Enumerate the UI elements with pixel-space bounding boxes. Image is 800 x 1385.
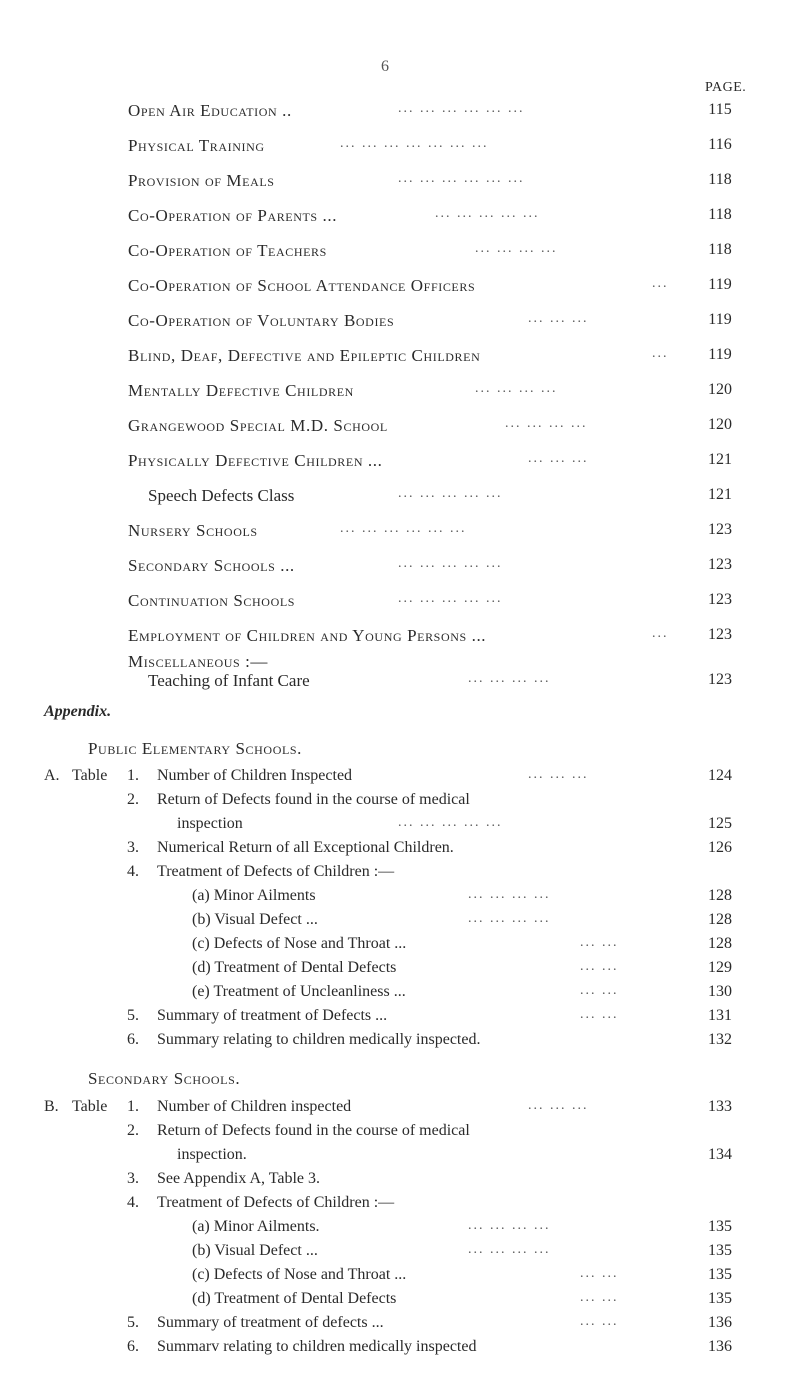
toc-entry-page: 123 [708, 626, 732, 643]
toc-entry-page: 121 [708, 486, 732, 503]
toc-entry-page: 119 [708, 276, 732, 293]
row-number: 2. [127, 1122, 139, 1139]
toc-entry-page: 118 [708, 206, 732, 223]
section-a-letter: A. [44, 767, 60, 784]
toc-entry-label: Co-Operation of School Attendance Officers [128, 276, 476, 295]
row-page: 136 [708, 1338, 732, 1355]
row-label: (a) Minor Ailments [192, 887, 316, 904]
toc-entry [0, 171, 800, 201]
toc-entry-page: 123 [708, 556, 732, 573]
leader-dots: ... [652, 626, 669, 641]
row-label: (c) Defects of Nose and Throat ... [192, 1266, 407, 1283]
row-label: (d) Treatment of Dental Defects [192, 959, 397, 976]
leader-dots: ... ... [580, 1266, 619, 1281]
toc-entry-label: Employment of Children and Young Persons ... [128, 626, 487, 645]
row-label: Treatment of Defects of Children :— [157, 863, 395, 880]
leader-dots: ... ... ... ... [505, 416, 588, 431]
page-number: 6 [381, 58, 389, 75]
toc-entry [0, 276, 800, 306]
leader-dots: ... ... [580, 1314, 619, 1329]
row-label: Return of Defects found in the course of medical [157, 791, 470, 808]
row-page: 135 [708, 1290, 732, 1307]
toc-entry [0, 521, 800, 551]
toc-entry-label: Physical Training [128, 136, 265, 155]
leader-dots: ... [652, 346, 669, 361]
row-label: Number of Children Inspected [157, 767, 353, 784]
toc-entry [0, 241, 800, 271]
leader-dots: ... ... ... ... [468, 887, 551, 902]
row-page: 136 [708, 1314, 732, 1331]
toc-entry-page: 115 [708, 101, 732, 118]
leader-dots: ... ... ... ... [468, 1242, 551, 1257]
toc-entry [0, 556, 800, 586]
row-label: inspection. [177, 1146, 247, 1163]
toc-entry [0, 591, 800, 621]
toc-entry-page: 119 [708, 311, 732, 328]
row-page: 129 [708, 959, 732, 976]
leader-dots: ... ... ... ... ... [398, 486, 503, 501]
section-a-heading: Public Elementary Schools. [88, 739, 303, 758]
row-label: Summary relating to children medically inspected. [157, 1031, 481, 1048]
toc-entry [0, 346, 800, 376]
appendix-title: Appendix. [44, 703, 112, 720]
leader-dots: ... ... ... ... ... ... [398, 101, 525, 116]
toc-entry [0, 311, 800, 341]
leader-dots: ... ... [580, 959, 619, 974]
row-number: 4. [127, 1194, 139, 1211]
toc-entry-label: Speech Defects Class [148, 486, 295, 505]
section-b-table-word: Table [72, 1098, 108, 1115]
toc-entry-page: 123 [708, 521, 732, 538]
leader-dots: ... ... ... [528, 311, 589, 326]
row-label: See Appendix A, Table 3. [157, 1170, 321, 1187]
toc-entry-label: Grangewood Special M.D. School [128, 416, 388, 435]
row-label: Summary of treatment of Defects ... [157, 1007, 388, 1024]
row-page: 135 [708, 1218, 732, 1235]
toc-entry-label: Continuation Schools [128, 591, 296, 610]
toc-entry-page: 120 [708, 416, 732, 433]
appendix-row [0, 1338, 800, 1368]
toc-entry-label: Nursery Schools [128, 521, 258, 540]
row-page: 130 [708, 983, 732, 1000]
row-page: 128 [708, 911, 732, 928]
toc-entry [0, 381, 800, 411]
row-number: 1. [127, 767, 139, 784]
toc-entry-page: 118 [708, 171, 732, 188]
leader-dots: ... ... ... ... [468, 671, 551, 686]
leader-dots: ... ... ... ... [468, 1218, 551, 1233]
row-number: 2. [127, 791, 139, 808]
row-page: 135 [708, 1266, 732, 1283]
row-number: 5. [127, 1007, 139, 1024]
leader-dots: ... ... ... ... ... [435, 206, 540, 221]
row-label: Return of Defects found in the course of medical [157, 1122, 470, 1139]
row-page: 128 [708, 935, 732, 952]
toc-entry-page: 121 [708, 451, 732, 468]
toc-entry [0, 451, 800, 481]
row-number: 4. [127, 863, 139, 880]
row-page: 125 [708, 815, 732, 832]
leader-dots: ... ... ... ... [475, 381, 558, 396]
leader-dots: ... ... ... ... ... ... [340, 521, 467, 536]
leader-dots: ... ... ... ... ... [398, 591, 503, 606]
leader-dots: ... ... ... [528, 767, 589, 782]
row-page: 128 [708, 887, 732, 904]
toc-entry [0, 671, 800, 701]
leader-dots: ... ... ... ... ... [398, 556, 503, 571]
toc-entry-label: Co-Operation of Parents ... [128, 206, 338, 225]
toc-entry [0, 486, 800, 516]
toc-entry-page: 123 [708, 671, 732, 688]
row-number: 6. [127, 1031, 139, 1048]
toc-entry-label: Teaching of Infant Care [148, 671, 310, 690]
toc-entry-page: 119 [708, 346, 732, 363]
toc-entry-page: 120 [708, 381, 732, 398]
toc-entry-page: 123 [708, 591, 732, 608]
row-label: (d) Treatment of Dental Defects [192, 1290, 397, 1307]
row-label: Summary of treatment of defects ... [157, 1314, 384, 1331]
page-column-header: PAGE. [705, 80, 747, 95]
row-label: (e) Treatment of Uncleanliness ... [192, 983, 406, 1000]
row-number: 3. [127, 1170, 139, 1187]
toc-entry-label: Miscellaneous :— [128, 652, 269, 671]
row-page: 126 [708, 839, 732, 856]
leader-dots: ... ... [580, 1007, 619, 1022]
toc-entry-label: Co-Operation of Voluntary Bodies [128, 311, 395, 330]
row-number: 3. [127, 839, 139, 856]
appendix-row [0, 1031, 800, 1061]
leader-dots: ... ... ... ... ... ... ... [340, 136, 489, 151]
row-number: 6. [127, 1338, 139, 1355]
leader-dots: ... ... [580, 935, 619, 950]
row-page: 124 [708, 767, 732, 784]
row-page: 131 [708, 1007, 732, 1024]
row-label: (b) Visual Defect ... [192, 1242, 318, 1259]
leader-dots: ... ... ... ... [475, 241, 558, 256]
toc-entry [0, 206, 800, 236]
toc-entry-label: Blind, Deaf, Defective and Epileptic Children [128, 346, 481, 365]
leader-dots: ... ... [580, 1290, 619, 1305]
leader-dots: ... ... ... [528, 451, 589, 466]
toc-entry-page: 116 [708, 136, 732, 153]
leader-dots: ... ... ... ... ... [398, 815, 503, 830]
toc-entry [0, 136, 800, 166]
section-b-letter: B. [44, 1098, 59, 1115]
toc-entry-page: 118 [708, 241, 732, 258]
toc-entry-label: Provision of Meals [128, 171, 275, 190]
leader-dots: ... ... [580, 983, 619, 998]
row-label: Summarv relating to children medically inspected [157, 1338, 477, 1355]
row-page: 133 [708, 1098, 732, 1115]
row-number: 5. [127, 1314, 139, 1331]
leader-dots: ... ... ... [528, 1098, 589, 1113]
leader-dots: ... ... ... ... [468, 911, 551, 926]
section-b-heading: Secondary Schools. [88, 1069, 241, 1088]
row-page: 135 [708, 1242, 732, 1259]
row-label: inspection [177, 815, 243, 832]
toc-entry-label: Secondary Schools ... [128, 556, 295, 575]
toc-entry-label: Open Air Education .. [128, 101, 292, 120]
leader-dots: ... [652, 276, 669, 291]
row-label: (a) Minor Ailments. [192, 1218, 320, 1235]
row-label: (b) Visual Defect ... [192, 911, 318, 928]
row-label: Numerical Return of all Exceptional Children. [157, 839, 454, 856]
row-label: Treatment of Defects of Children :— [157, 1194, 395, 1211]
toc-entry-label: Co-Operation of Teachers [128, 241, 327, 260]
leader-dots: ... ... ... ... ... ... [398, 171, 525, 186]
section-a-table-word: Table [72, 767, 108, 784]
row-label: (c) Defects of Nose and Throat ... [192, 935, 407, 952]
row-number: 1. [127, 1098, 139, 1115]
row-page: 134 [708, 1146, 732, 1163]
row-page: 132 [708, 1031, 732, 1048]
row-label: Number of Children inspected [157, 1098, 352, 1115]
toc-entry-label: Mentally Defective Children [128, 381, 354, 400]
toc-entry [0, 416, 800, 446]
toc-entry [0, 101, 800, 131]
toc-entry-label: Physically Defective Children ... [128, 451, 383, 470]
